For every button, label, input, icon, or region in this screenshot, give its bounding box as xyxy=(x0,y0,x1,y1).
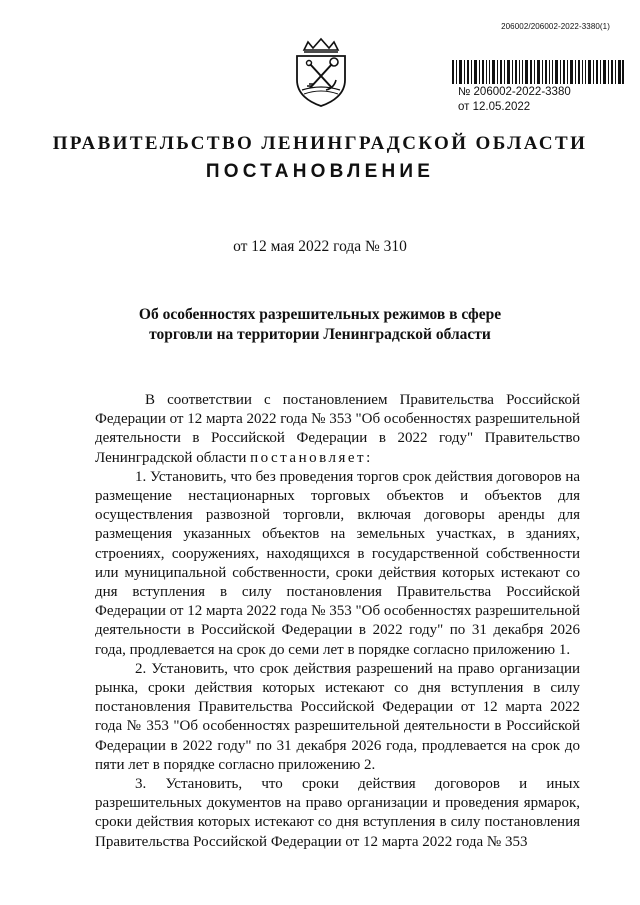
decree-date-number: от 12 мая 2022 года № 310 xyxy=(233,238,407,255)
document-body xyxy=(95,391,580,852)
barcode-icon xyxy=(452,60,624,84)
decree-subject: Об особенностях разрешительных режимов в сфере торговли на территории Ленинградской области xyxy=(138,306,502,343)
paragraph-3: 3. Установить, что сроки действия договоров и иных разрешительных документов на право организации и проведения ярмарок, сроки действия которых истекают со дня вступления в силу постановления Правительства Российской Федерации от 12 марта 2022 года № 353 xyxy=(95,776,580,850)
government-title: ПРАВИТЕЛЬСТВО ЛЕНИНГРАДСКОЙ ОБЛАСТИ xyxy=(52,133,588,154)
resolves-word: постановляет: xyxy=(250,449,373,466)
document-type-title: ПОСТАНОВЛЕНИЕ xyxy=(205,161,435,182)
intro-text: В соответствии с постановлением Правительства Российской Федерации от 12 марта 2022 года № 353 "Об особенностях разрешительной деятельности в Российской Федерации в 2022 году" Правительство Ленинградской области xyxy=(95,392,580,466)
coat-of-arms-icon xyxy=(292,36,350,108)
paragraph-1: 1. Установить, что без проведения торгов срок действия договоров на размещение нестационарных торговых объектов и объектов для осуществления развозной торговли, включая договоры аренды для размещения указанных объектов на земельных участках, в зданиях, строениях, сооружениях, находящихся в государственной собственности или муниципальной собственности, сроки действия которых истекают со дня вступления в силу постановления Правительства Российской Федерации от 12 марта 2022 года № 353 "Об особенностях разрешительной деятельности в Российской Федерации в 2022 году" по 31 декабря 2026 года, продлевается на срок до семи лет в порядке согласно приложению 1. xyxy=(95,468,580,658)
registration-date: от 12.05.2022 xyxy=(458,101,531,113)
intro-paragraph xyxy=(95,391,580,468)
paragraph-2: 2. Установить, что срок действия разрешений на право организации рынка, сроки действия которых истекают со дня вступления в силу постановления Правительства Российской Федерации от 12 марта 2022 года № 353 "Об особенностях разрешительной деятельности в Российской Федерации в 2022 году" по 31 декабря 2026 года, продлевается на срок до пяти лет в порядке согласно приложению 2. xyxy=(95,660,580,773)
document-reference-code: 206002/206002-2022-3380(1) xyxy=(501,22,610,31)
registration-block xyxy=(458,85,571,115)
registration-number: № 206002-2022-3380 xyxy=(458,86,571,98)
